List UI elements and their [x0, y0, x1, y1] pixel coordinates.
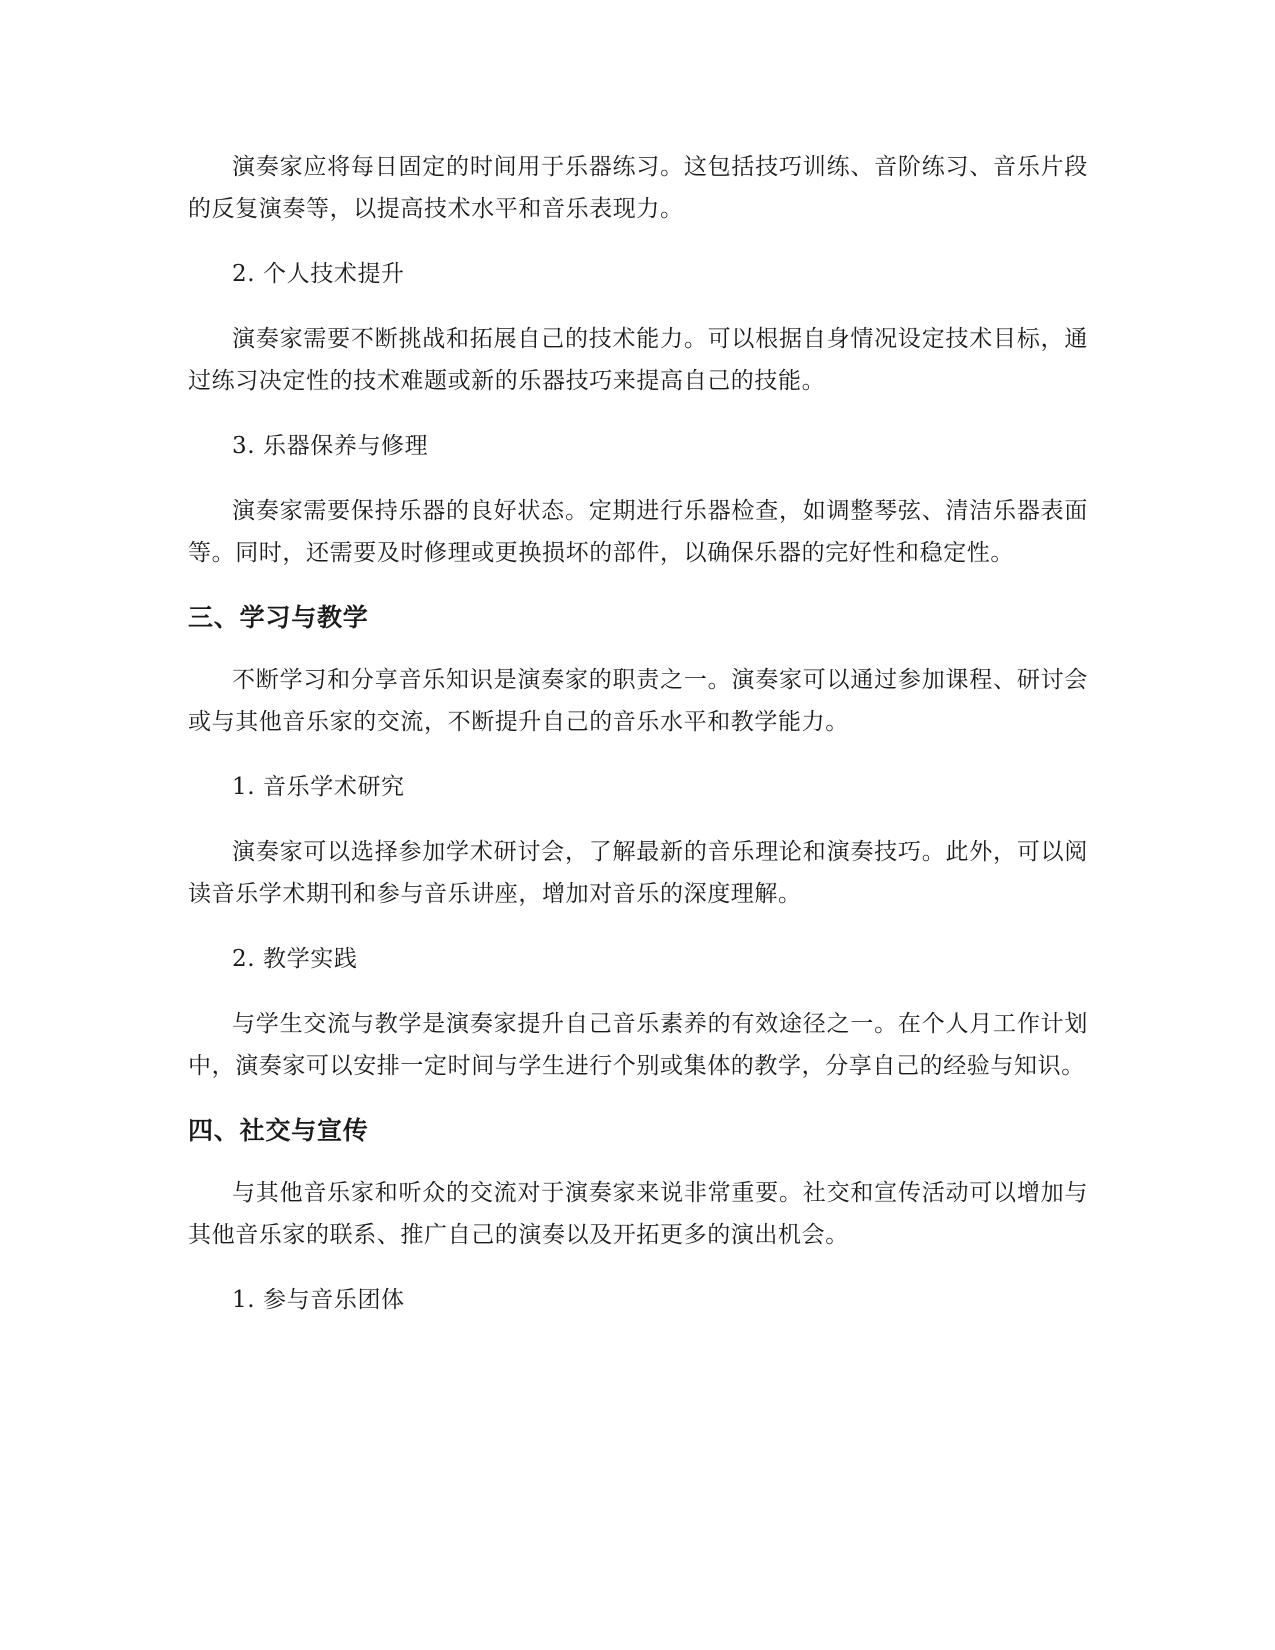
- paragraph-technical-improvement: 演奏家需要不断挑战和拓展自己的技术能力。可以根据自身情况设定技术目标，通过练习决定性的技术难题或新的乐器技巧来提高自己的技能。: [188, 326, 1088, 394]
- subheading-instrument-maintenance: 3. 乐器保养与修理: [232, 433, 429, 459]
- subheading-teaching-practice: 2. 教学实践: [232, 946, 358, 972]
- subheading-academic-research: 1. 音乐学术研究: [232, 774, 405, 800]
- paragraph-instrument-maintenance: 演奏家需要保持乐器的良好状态。定期进行乐器检查，如调整琴弦、清洁乐器表面等。同时，还需要及时修理或更换损坏的部件，以确保乐器的完好性和稳定性。: [188, 498, 1088, 566]
- subheading-music-groups: 1. 参与音乐团体: [232, 1287, 405, 1313]
- subheading-technical-improvement: 2. 个人技术提升: [232, 261, 405, 287]
- paragraph-learning-teaching-intro: 不断学习和分享音乐知识是演奏家的职责之一。演奏家可以通过参加课程、研讨会或与其他音乐家的交流，不断提升自己的音乐水平和教学能力。: [188, 667, 1088, 735]
- document-body: [188, 146, 1088, 1344]
- paragraph-academic-research: 演奏家可以选择参加学术研讨会，了解最新的音乐理论和演奏技巧。此外，可以阅读音乐学术期刊和参与音乐讲座，增加对音乐的深度理解。: [188, 839, 1088, 907]
- paragraph-daily-practice: 演奏家应将每日固定的时间用于乐器练习。这包括技巧训练、音阶练习、音乐片段的反复演奏等，以提高技术水平和音乐表现力。: [188, 154, 1088, 222]
- section-heading-social-promotion: 四、社交与宣传: [188, 1116, 369, 1145]
- paragraph-social-promotion-intro: 与其他音乐家和听众的交流对于演奏家来说非常重要。社交和宣传活动可以增加与其他音乐家的联系、推广自己的演奏以及开拓更多的演出机会。: [188, 1180, 1088, 1248]
- section-heading-learning-teaching: 三、学习与教学: [188, 603, 369, 632]
- paragraph-teaching-practice: 与学生交流与教学是演奏家提升自己音乐素养的有效途径之一。在个人月工作计划中，演奏家可以安排一定时间与学生进行个别或集体的教学，分享自己的经验与知识。: [188, 1011, 1088, 1079]
